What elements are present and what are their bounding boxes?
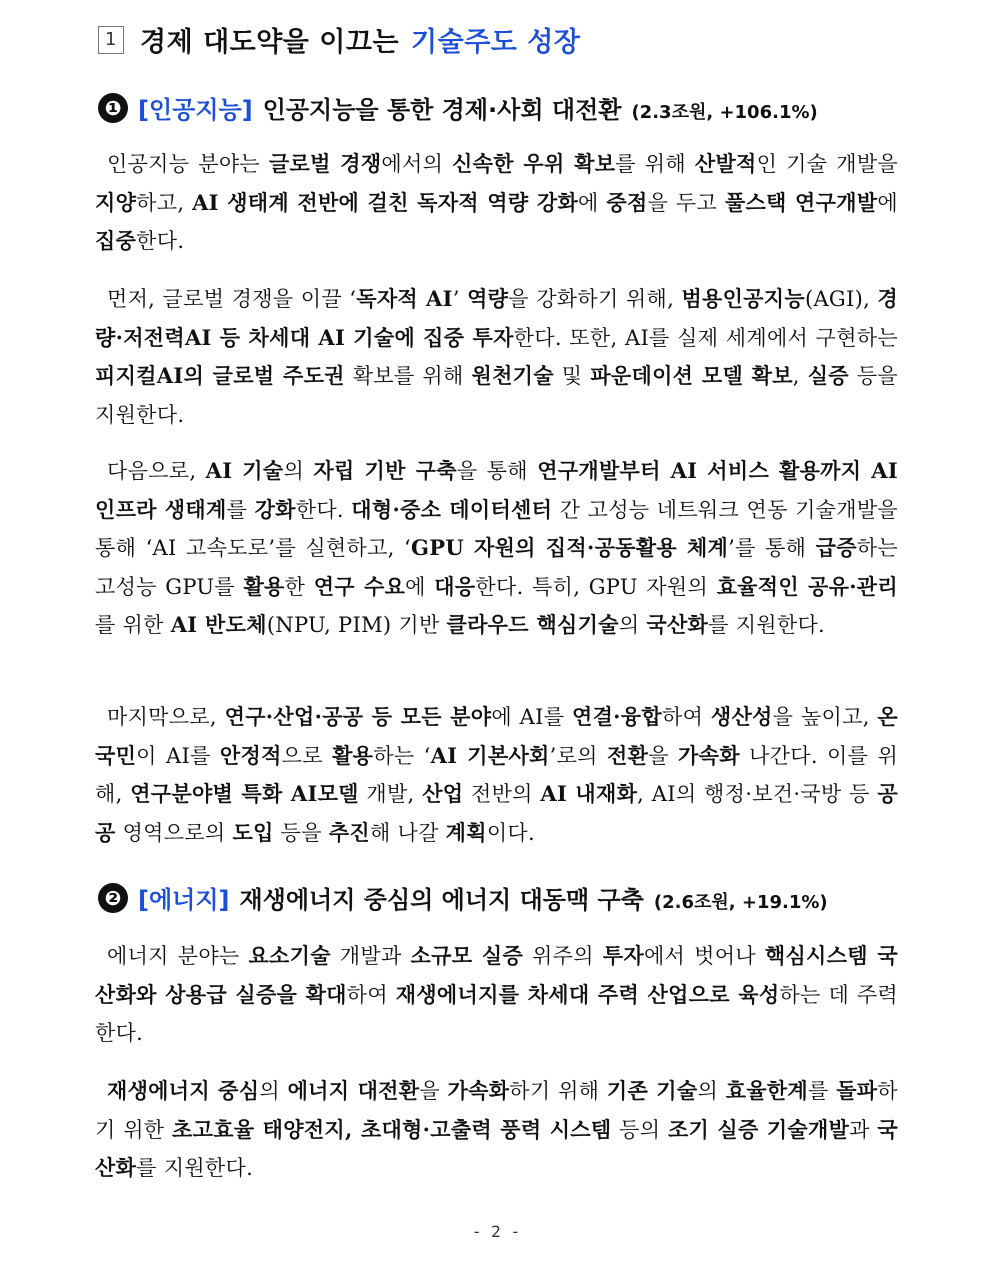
emphasis-text: 피지컬AI의 글로벌 주도권	[95, 363, 345, 388]
emphasis-text: 국산화	[95, 1116, 898, 1180]
emphasis-text: 온 국민	[95, 704, 898, 768]
page-number: - 2 -	[471, 1222, 521, 1241]
emphasis-text: 공공	[95, 781, 898, 845]
section-title-accent: 기술주도 성장	[411, 27, 581, 58]
emphasis-text: 가속화	[678, 742, 740, 768]
emphasis-text: 초고효율 태양전지, 초대형·고출력 풍력 시스템	[172, 1116, 612, 1142]
emphasis-text: 급증	[815, 535, 857, 560]
section-title	[98, 20, 580, 59]
emphasis-text: 기존 기술	[606, 1078, 698, 1103]
emphasis-text: 전환	[607, 742, 649, 768]
emphasis-text: 효율한계	[725, 1078, 809, 1103]
emphasis-text: AI 기술	[205, 458, 284, 483]
emphasis-text: 실증	[807, 363, 849, 388]
emphasis-text: 투자	[602, 943, 644, 968]
subsection-budget: (2.6조원, +19.1%)	[653, 892, 828, 913]
emphasis-text: 연결·융합	[572, 704, 662, 729]
emphasis-text: 안정적	[219, 742, 282, 768]
emphasis-text: 대형·중소 데이터센터	[351, 496, 553, 522]
emphasis-text: 신속한 우위 확보	[452, 151, 616, 176]
emphasis-text: 강화	[254, 496, 296, 522]
emphasis-text: 집중	[95, 228, 137, 253]
emphasis-text: 연구 수요	[313, 573, 406, 599]
emphasis-text: 클라우드 핵심기술	[446, 612, 619, 637]
emphasis-text: 산발적	[694, 151, 757, 176]
emphasis-text: 조기 실증 기술개발	[667, 1116, 850, 1142]
emphasis-text: 경량·저전력AI 등 차세대 AI 기술에 집중 투자	[95, 286, 899, 350]
emphasis-text: 범용인공지능	[681, 286, 805, 311]
paragraph: 재생에너지 중심의 에너지 대전환을 가속화하기 위해 기존 기술의 효율한계를 돌파하기 위한 초고효율 태양전지, 초대형·고출력 풍력 시스템 등의 조기 실증 기술개발과 국산화를 지원한다.	[95, 1078, 898, 1180]
emphasis-text: 돌파	[836, 1078, 878, 1103]
emphasis-text: 연구·산업·공공 등 모든 분야	[224, 704, 492, 729]
emphasis-text: 자립 기반 구축	[313, 458, 457, 483]
emphasis-text: AI 내재화	[540, 781, 638, 806]
emphasis-text: 지양	[95, 189, 137, 215]
emphasis-text: 소규모 실증	[410, 943, 524, 968]
emphasis-text: 글로벌 경쟁	[268, 151, 382, 176]
emphasis-text: 산업	[422, 781, 464, 806]
subsection-heading-ai	[98, 90, 818, 125]
section-number-box: 1	[98, 26, 124, 54]
emphasis-text: 생산성	[710, 704, 773, 729]
emphasis-text: 중점	[606, 189, 648, 215]
emphasis-text: AI 기본사회	[430, 742, 550, 768]
subsection-tag: [인공지능]	[138, 96, 253, 124]
emphasis-text: 국산화	[646, 612, 709, 637]
emphasis-text: 원천기술	[471, 363, 554, 388]
subsection-heading-energy	[98, 880, 828, 915]
emphasis-text: 가속화	[447, 1078, 510, 1103]
emphasis-text: 재생에너지를 차세대 주력 산업으로 육성	[395, 981, 780, 1007]
paragraph: 먼저, 글로벌 경쟁을 이끌 ‘독자적 AI’ 역량을 강화하기 위해, 범용인공지능(AGI), 경량·저전력AI 등 차세대 AI 기술에 집중 투자한다. 또한, AI를 실제 세계에서 구현하는 피지컬AI의 글로벌 주도권 확보를 위해 원천기술 및 파운데이션 모델 확보, 실증 등을 지원한다.	[95, 286, 899, 427]
subsection-budget: (2.3조원, +106.1%)	[631, 102, 818, 123]
emphasis-text: 추진	[328, 819, 370, 845]
number-one-bullet-icon: ❶	[98, 93, 128, 123]
emphasis-text: 효율적인 공유·관리	[716, 573, 898, 599]
emphasis-text: GPU 자원의 집적·공동활용 체계	[411, 535, 729, 560]
emphasis-text: 파운데이션 모델 확보	[590, 363, 793, 388]
emphasis-text: 요소기술	[248, 943, 331, 968]
paragraph: 다음으로, AI 기술의 자립 기반 구축을 통해 연구개발부터 AI 서비스 활용까지 AI 인프라 생태계를 강화한다. 대형·중소 데이터센터 간 고성능 네트워크 연동 기술개발을 통해 ‘AI 고속도로’를 실현하고, ‘GPU 자원의 집적·공동활용 체계’를 통해 급증하는 고성능 GPU를 활용한 연구 수요에 대응한다. 특히, GPU 자원의 효율적인 공유·관리를 위한 AI 반도체(NPU, PIM) 기반 클라우드 핵심기술의 국산화를 지원한다.	[95, 458, 899, 637]
emphasis-text: 독자적 AI	[356, 286, 453, 311]
emphasis-text: 계획	[445, 819, 487, 845]
emphasis-text: 연구분야별 특화 AI모델	[130, 781, 359, 806]
emphasis-text: 활용	[243, 573, 285, 599]
emphasis-text: 역량	[467, 286, 509, 311]
emphasis-text: 핵심시스템 국산화와 상용급 실증을 확대	[95, 943, 898, 1007]
emphasis-text: 활용	[332, 742, 374, 768]
emphasis-text: 에너지 대전환	[287, 1078, 420, 1103]
emphasis-text: 연구개발부터 AI 서비스 활용까지 AI 인프라 생태계	[95, 458, 899, 522]
emphasis-text: 대응	[434, 573, 476, 599]
subsection-title: 재생에너지 중심의 에너지 대동맥 구축	[239, 886, 644, 914]
emphasis-text: 도입	[232, 819, 274, 845]
subsection-tag: [에너지]	[138, 886, 230, 914]
section-title-prefix: 경제 대도약을 이끄는	[140, 27, 400, 58]
paragraph: 에너지 분야는 요소기술 개발과 소규모 실증 위주의 투자에서 벗어나 핵심시스템 국산화와 상용급 실증을 확대하여 재생에너지를 차세대 주력 산업으로 육성하는 데 주력한다.	[95, 943, 899, 1045]
emphasis-text: AI 반도체	[170, 612, 267, 637]
paragraph: 인공지능 분야는 글로벌 경쟁에서의 신속한 우위 확보를 위해 산발적인 기술 개발을 지양하고, AI 생태계 전반에 걸친 독자적 역량 강화에 중점을 두고 풀스택 연구개발에 집중한다.	[95, 151, 898, 253]
number-two-bullet-icon: ❷	[98, 883, 128, 913]
emphasis-text: 풀스택 연구개발	[724, 189, 878, 215]
emphasis-text: AI 생태계 전반에 걸친 독자적 역량 강화	[192, 189, 579, 215]
emphasis-text: 재생에너지 중심	[107, 1078, 260, 1103]
subsection-title: 인공지능을 통한 경제·사회 대전환	[262, 96, 622, 124]
paragraph: 마지막으로, 연구·산업·공공 등 모든 분야에 AI를 연결·융합하여 생산성을 높이고, 온 국민이 AI를 안정적으로 활용하는 ‘AI 기본사회’로의 전환을 가속화 나간다. 이를 위해, 연구분야별 특화 AI모델 개발, 산업 전반의 AI 내재화, AI의 행정·보건·국방 등 공공 영역으로의 도입 등을 추진해 나갈 계획이다.	[95, 704, 899, 845]
